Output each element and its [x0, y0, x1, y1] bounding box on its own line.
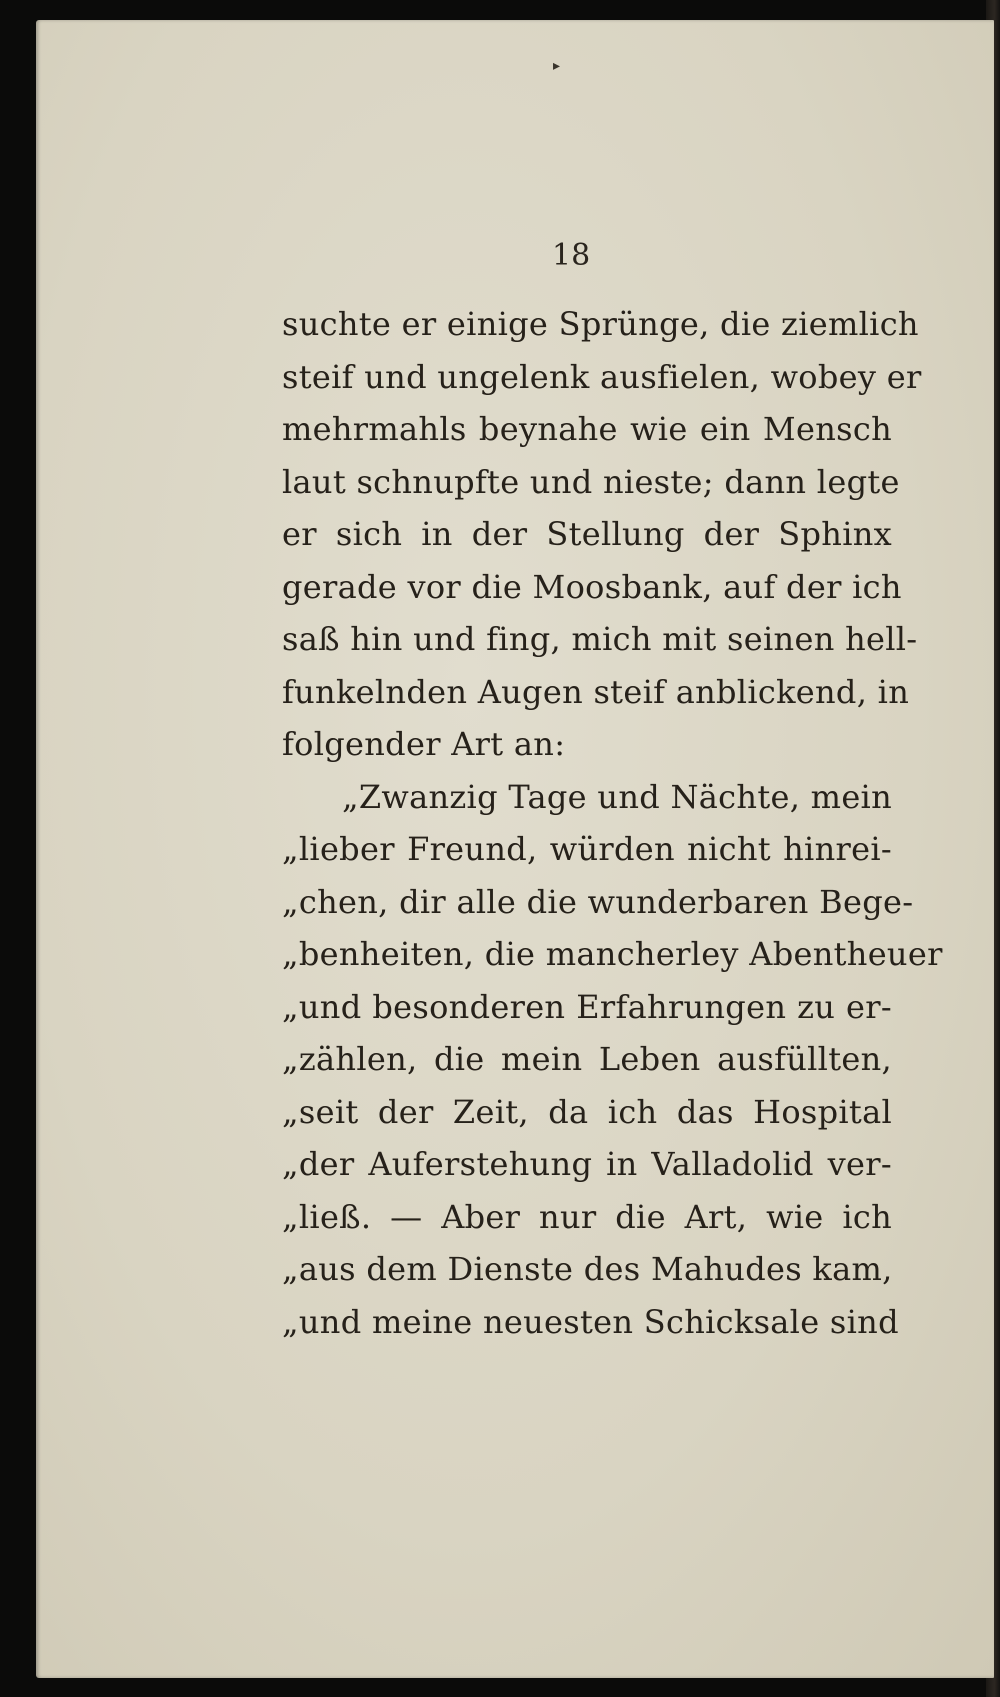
text-line: „ließ. — Aber nur die Art, wie ich	[282, 1197, 892, 1236]
printer-mark: ▸	[553, 58, 561, 74]
text-line: er sich in der Stellung der Sphinx	[282, 515, 892, 553]
text-line: „und meine neuesten Schicksale sind	[282, 1302, 899, 1341]
text-line: „seit der Zeit, da ich das Hospital	[282, 1092, 892, 1131]
text-line: mehrmahls beynahe wie ein Mensch	[282, 410, 892, 448]
text-line: gerade vor die Moosbank, auf der ich	[282, 567, 902, 606]
text-line: „chen, dir alle die wunderbaren Bege-	[282, 882, 914, 921]
text-line: „benheiten, die mancherley Abentheuer	[282, 935, 943, 973]
text-line: laut schnupfte und nieste; dann legte	[282, 462, 900, 501]
text-line: „Zwanzig Tage und Nächte, mein	[342, 777, 892, 816]
text-line: steif und ungelenk ausfielen, wobey er	[282, 357, 922, 396]
body-text	[282, 298, 943, 1348]
text-line: „lieber Freund, würden nicht hinrei-	[282, 830, 892, 868]
page-number: 18	[552, 238, 591, 273]
text-line: „und besonderen Erfahrungen zu er-	[282, 987, 892, 1026]
text-line: folgender Art an:	[282, 725, 566, 763]
text-line: funkelnden Augen steif anblickend, in	[282, 672, 910, 711]
text-line: „aus dem Dienste des Mahudes kam,	[282, 1250, 893, 1288]
text-line: „der Auferstehung in Valladolid ver-	[282, 1145, 892, 1183]
text-line: saß hin und fing, mich mit seinen hell-	[282, 620, 918, 658]
text-line: „zählen, die mein Leben ausfüllten,	[282, 1040, 892, 1078]
text-line: suchte er einige Sprünge, die ziemlich	[282, 305, 919, 343]
